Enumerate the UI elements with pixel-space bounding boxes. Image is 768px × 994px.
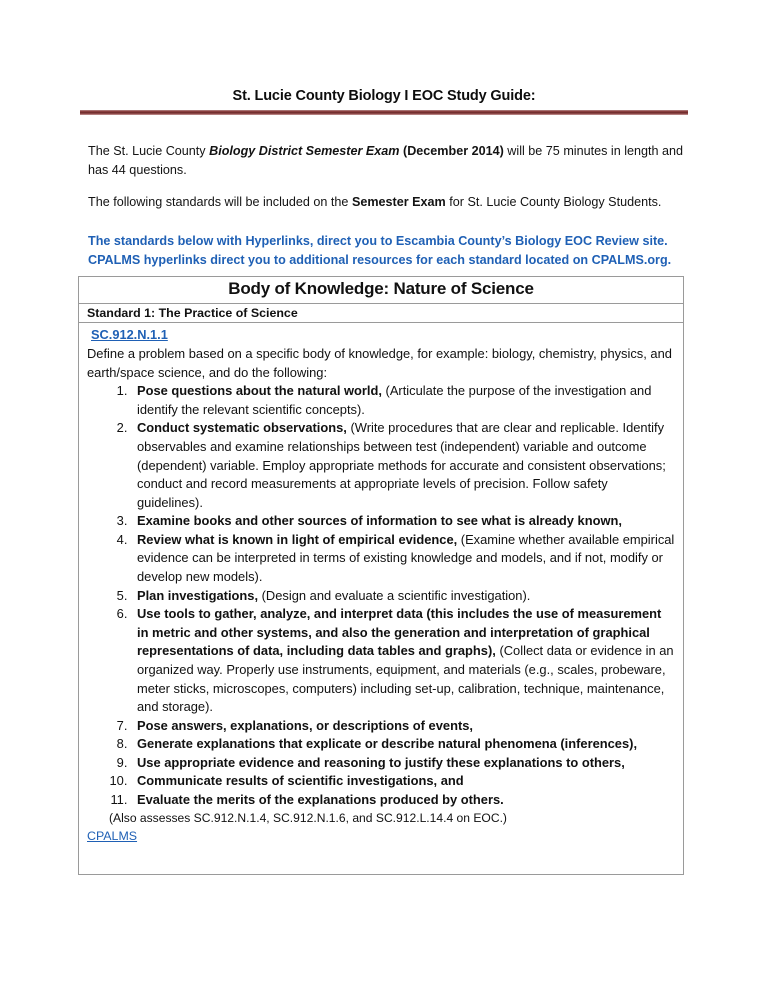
also-assesses-note: (Also assesses SC.912.N.1.4, SC.912.N.1.6, and SC.912.L.14.4 on EOC.) <box>109 810 507 825</box>
intro-paragraph-standards-info <box>0 179 768 212</box>
standard-step-bold: Plan investigations, <box>137 587 259 603</box>
standard-step-detail: (Examine whether available empirical evidence can be interpreted in terms of existing knowledge and models, and if not, modify or develop new models). <box>137 531 675 585</box>
cpalms-link[interactable]: CPALMS <box>87 828 138 843</box>
body-of-knowledge-header: Body of Knowledge: Nature of Science <box>79 277 684 304</box>
intro-text-after: will be 75 minutes in length and has 44 questions. <box>88 144 684 177</box>
standard-step-bold: Evaluate the merits of the explanations produced by others. <box>137 792 504 807</box>
standard-step-bold: Examine books and other sources of information to see what is already known, <box>137 513 622 529</box>
standard-step-detail: (Articulate the purpose of the investigation and identify the relevant scientific concepts). <box>137 383 652 417</box>
standard-step-item <box>131 419 675 512</box>
table-row-standard-header <box>79 304 684 323</box>
exam-name-emphasis: Biology District Semester Exam <box>209 144 400 158</box>
standard-step-bold: Conduct systematic observations, <box>137 420 347 436</box>
semester-exam-emphasis: Semester Exam <box>351 195 446 210</box>
page-title: St. Lucie County Biology I EOC Study Guide: <box>232 88 536 104</box>
standard-step-bold: Generate explanations that explicate or describe natural phenomena (inferences), <box>137 736 638 752</box>
intro-paragraph-exam-info <box>0 115 768 179</box>
standard-step-detail: (Design and evaluate a scientific investigation). <box>258 587 531 603</box>
standard-step-item <box>131 754 675 773</box>
standard-lead-text: Define a problem based on a specific body of knowledge, for example: biology, chemistry, physics, and earth/space science, and do the following: <box>87 346 672 380</box>
standard-step-detail: (Collect data or evidence in an organized way. Properly use instruments, equipment, and materials (e.g., scales, probeware, meter sticks, microscopes, computers) including set-up, calibration, technique, maintenance, and storage). <box>137 643 674 715</box>
standard-step-detail: (Write procedures that are clear and replicable. Identify observables and examine relationships between test (independent) variable and outcome (dependent) variable. Employ appropriate methods for accurate and consistent observations; conduct and record measurements at appropriate levels of precision. Follow safety guidelines). <box>137 420 666 510</box>
standards-text-before: The following standards will be included on the <box>88 195 352 210</box>
standard-header-label: Standard 1: The Practice of Science <box>79 304 684 323</box>
standard-step-item <box>131 735 675 754</box>
standard-content-cell <box>79 323 684 875</box>
standard-step-item <box>131 531 675 587</box>
standard-step-bold: Use appropriate evidence and reasoning to justify these explanations to others, <box>137 754 625 770</box>
standard-step-item <box>131 772 675 791</box>
standard-step-item <box>131 605 675 716</box>
table-row-body-of-knowledge <box>79 277 684 304</box>
standard-step-bold: Pose answers, explanations, or descriptions of events, <box>137 717 473 733</box>
exam-date-emphasis: (December 2014) <box>399 144 504 158</box>
table-row-standard-content <box>79 323 684 875</box>
hyperlink-instructions-note: The standards below with Hyperlinks, direct you to Escambia County’s Biology EOC Review site. CPALMS hyperlinks direct you to additional resources for each standard located on CPALMS.org. <box>88 233 672 267</box>
standard-step-bold: Pose questions about the natural world, <box>137 383 382 399</box>
standard-step-bold: Review what is known in light of empirical evidence, <box>137 531 458 547</box>
standard-step-bold: Use tools to gather, analyze, and interpret data (this includes the use of measurement in metric and other systems, and also the generation and interpretation of graphical representations of data, including data tables and graphs), <box>137 606 662 659</box>
standard-code-link[interactable]: SC.912.N.1.1 <box>91 327 168 343</box>
standards-table <box>78 276 684 875</box>
standard-step-bold: Communicate results of scientific investigations, and <box>137 773 464 789</box>
standard-step-item <box>131 717 675 736</box>
standard-steps-list <box>87 382 675 809</box>
standard-step-item <box>131 587 675 606</box>
standards-text-after: for St. Lucie County Biology Students. <box>445 195 662 210</box>
standard-step-item <box>131 512 675 531</box>
intro-text-before: The St. Lucie County <box>88 144 210 158</box>
standard-step-item <box>131 791 675 810</box>
standard-step-item <box>131 382 675 419</box>
